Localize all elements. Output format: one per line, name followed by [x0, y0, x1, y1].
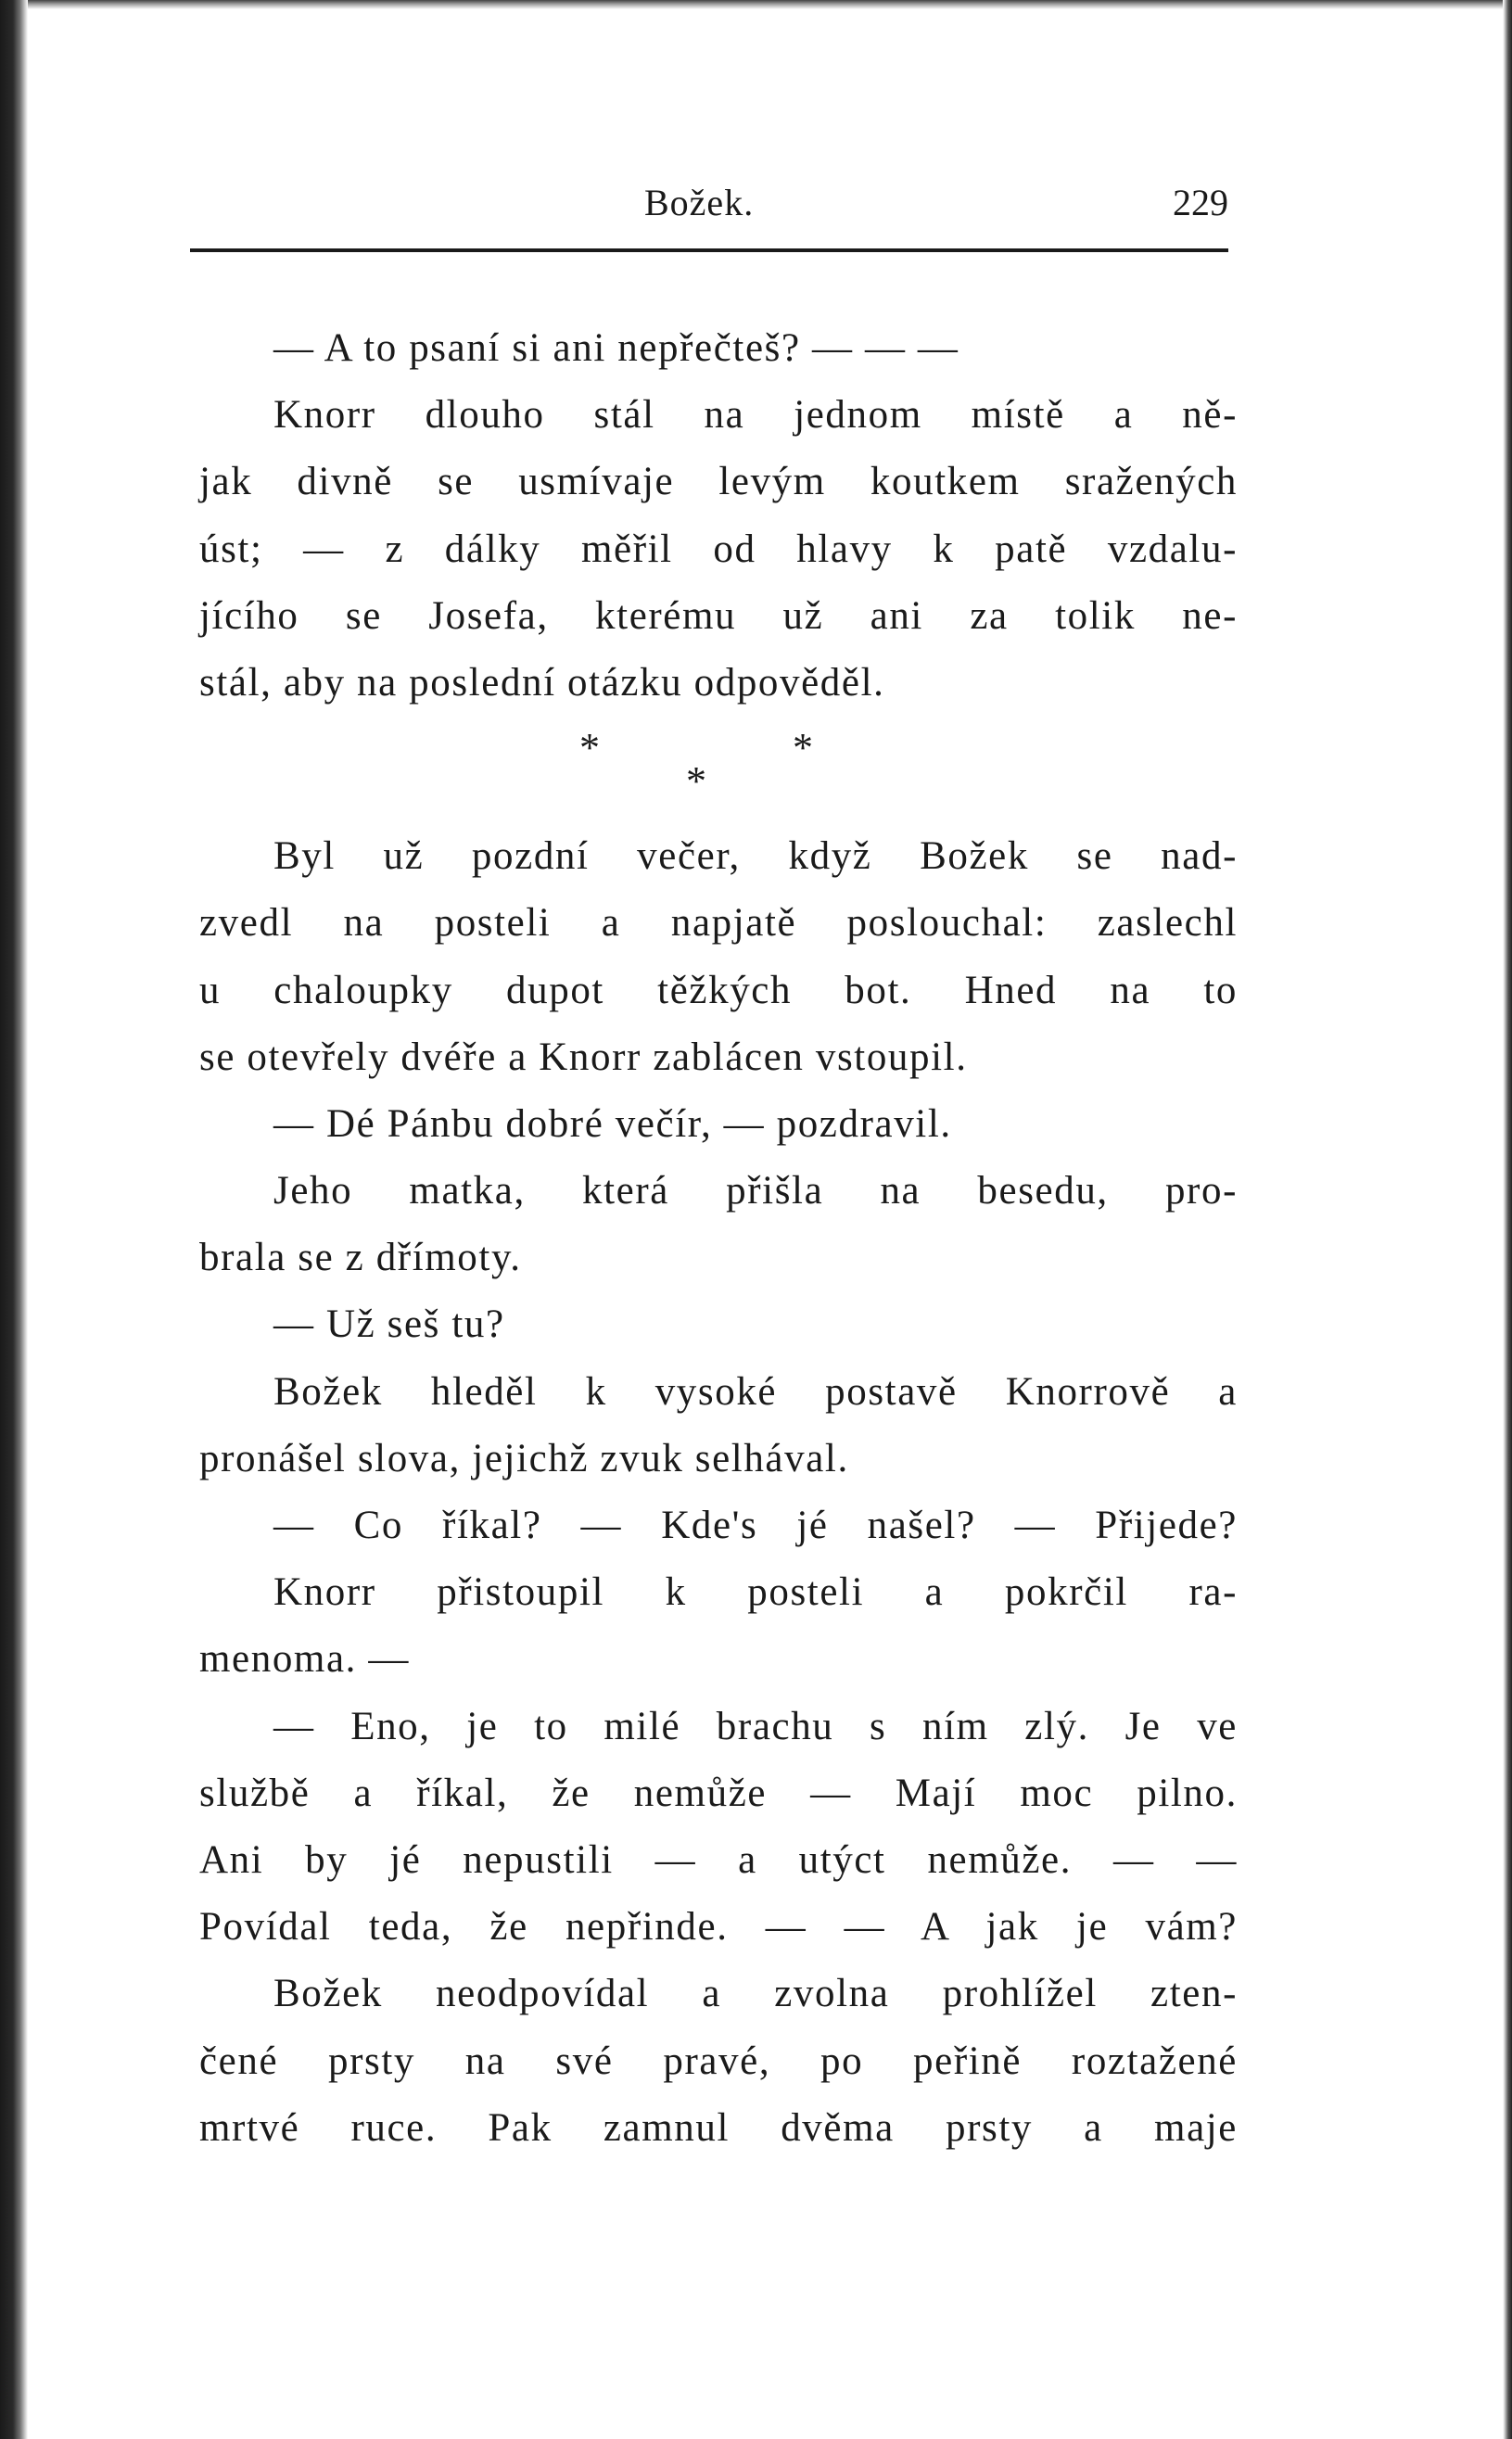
text-line: Božek neodpovídal a zvolna prohlížel zten-	[273, 1972, 1238, 2016]
section-break-asterism	[199, 717, 1238, 823]
asterisk: *	[793, 725, 813, 771]
text-line: pronášel slova, jejichž zvuk selhával.	[199, 1436, 849, 1480]
running-head	[199, 181, 1228, 236]
text-line: — Už seš tu?	[273, 1302, 505, 1347]
text-line: u chaloupky dupot těžkých bot. Hned na to	[199, 968, 1238, 1012]
text-line: — A to psaní si ani nepřečteš? — — —	[273, 326, 959, 370]
text-line: Byl už pozdní večer, když Božek se nad-	[273, 834, 1238, 879]
text-line: Jeho matka, která přišla na besedu, pro-	[273, 1169, 1238, 1213]
text-line: — Dé Pánbu dobré večír, — pozdravil.	[273, 1101, 952, 1146]
text-line: Knorr přistoupil k posteli a pokrčil ra-	[273, 1570, 1238, 1615]
text-line: zvedl na posteli a napjatě poslouchal: zaslechl	[199, 901, 1238, 946]
text-line: menoma. —	[199, 1637, 410, 1682]
page-body	[199, 315, 1238, 2162]
text-line: mrtvé ruce. Pak zamnul dvěma prsty a maje	[199, 2105, 1238, 2150]
asterisk: *	[579, 725, 600, 771]
text-line: Božek hleděl k vysoké postavě Knorrově a	[273, 1369, 1238, 1414]
text-line: se otevřely dvéře a Knorr zablácen vstoupil.	[199, 1035, 968, 1079]
text-line: čené prsty na své pravé, po peřině roztažené	[199, 2039, 1238, 2083]
text-line: úst; — z dálky měřil od hlavy k patě vzdalu-	[199, 527, 1238, 571]
running-title: Božek.	[644, 182, 755, 223]
text-line: — Co říkal? — Kde's jé našel? — Přijede?	[273, 1504, 1238, 1547]
scan-edge-right	[1503, 0, 1512, 2439]
scan-edge-top	[0, 0, 1512, 9]
text-line: — Eno, je to milé brachu s ním zlý. Je ve	[273, 1704, 1238, 1748]
header-rule	[190, 248, 1228, 252]
text-line: jak divně se usmívaje levým koutkem sražených	[199, 460, 1238, 504]
scan-edge-left	[0, 0, 28, 2439]
asterisk: *	[686, 758, 706, 805]
text-line: brala se z dřímoty.	[199, 1236, 522, 1280]
page-number: 229	[1173, 182, 1228, 223]
text-line: Ani by jé nepustili — a utýct nemůže. — —	[199, 1837, 1238, 1882]
text-line: Povídal teda, že nepřinde. — — A jak je vám?	[199, 1905, 1238, 1950]
text-line: stál, aby na poslední otázku odpověděl.	[199, 660, 885, 705]
text-line: službě a říkal, že nemůže — Mají moc pilno.	[199, 1771, 1238, 1815]
text-line: jícího se Josefa, kterému už ani za tolik ne-	[199, 593, 1238, 638]
text-line: Knorr dlouho stál na jednom místě a ně-	[273, 393, 1238, 438]
